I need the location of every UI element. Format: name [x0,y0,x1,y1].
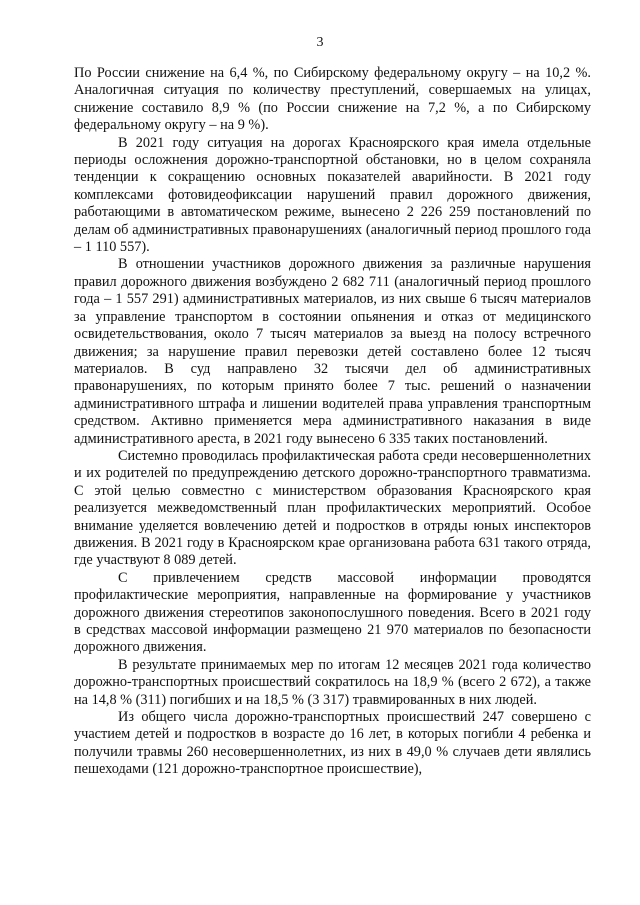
paragraph-child-prevention: Системно проводилась профилактическая работа среди несовершеннолетних и их родителей по предупреждению детского дорожно-транспортного травматизма. С этой целью совместно с министерством образования Красноярского края реализуется межведомственный план профилактических мероприятий. Особое внимание уделяется вовлечению детей и подростков в отряды юных инспекторов движения. В 2021 году в Красноярском крае организована работа 631 такого отряда, где участвуют 8 089 детей. [74,447,591,569]
paragraph-road-situation: В 2021 году ситуация на дорогах Красноярского края имела отдельные периоды осложнения дорожно-транспортной обстановки, но в целом сохраняла тенденции к сокращению основных показателей аварийности. В 2021 году комплексами фотовидеофиксации нарушений правил дорожного движения, работающими в автоматическом режиме, вынесено 2 226 259 постановлений по делам об административных правонарушениях (аналогичный период прошлого года – 1 110 557). [74,134,591,256]
page-number: 3 [316,35,324,50]
paragraph-child-accidents: Из общего числа дорожно-транспортных происшествий 247 совершено с участием детей и подростков в возрасте до 16 лет, в которых погибли 4 ребенка и получили травмы 260 несовершеннолетних, из них в 49,0 % случаев дети являлись пешеходами (121 дорожно-транспортное происшествие), [74,709,591,778]
paragraph-results: В результате принимаемых мер по итогам 12 месяцев 2021 года количество дорожно-транспортных происшествий сократилось на 18,9 % (всего 2 672), а также на 14,8 % (311) погибших и на 18,5 % (3 317) травмированных в них людей. [74,656,591,708]
paragraph-crime-statistics: По России снижение на 6,4 %, по Сибирскому федеральному округу – на 10,2 %. Аналогичная ситуация по количеству преступлений, совершаемых на улицах, снижение составило 8,9 % (по России снижение на 7,2 %, а по Сибирскому федеральному округу – на 9 %). [74,65,591,134]
paragraph-mass-media: С привлечением средств массовой информации проводятся профилактические мероприятия, направленные на формирование у участников дорожного движения стереотипов законопослушного поведения. Всего в 2021 году в средствах массовой информации размещено 21 970 материалов по безопасности дорожного движения. [74,569,591,656]
paragraph-traffic-violations: В отношении участников дорожного движения за различные нарушения правил дорожного движения возбуждено 2 682 711 (аналогичный период прошлого года – 1 557 291) административных материалов, из них свыше 6 тысяч материалов за управление транспортом в состоянии опьянения и отказ от медицинского освидетельствования, около 7 тысяч материалов за выезд на полосу встречного движения; за нарушение правил перевозки детей составлено более 12 тысяч материалов. В суд направлено 32 тысячи дел об административных правонарушениях, по которым принято более 7 тыс. решений о назначении административного штрафа и лишении водителей права управления транспортным средством. Активно применяется мера административного наказания в виде административного ареста, в 2021 году вынесено 6 335 таких постановлений. [74,256,591,447]
document-body [74,65,591,779]
